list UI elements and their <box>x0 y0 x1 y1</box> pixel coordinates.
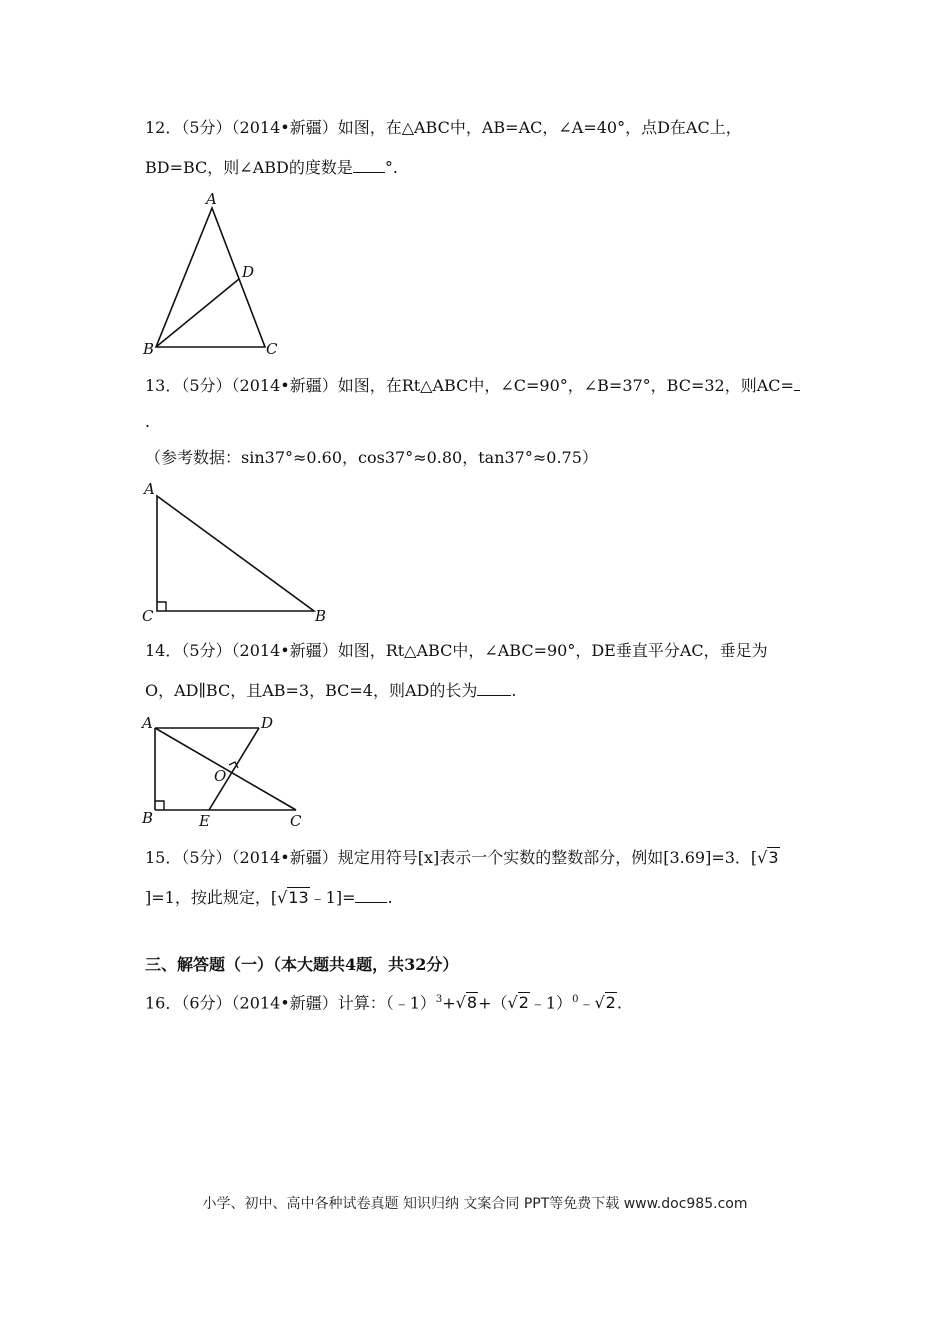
q13-label-b: B <box>315 607 327 625</box>
q16-plus-2: +（ <box>478 993 508 1013</box>
q14-line2-end: . <box>511 681 517 700</box>
q15-answer-blank <box>355 886 387 903</box>
q16-exponent-0: 0 <box>572 994 579 1005</box>
q13-label-c: C <box>142 607 154 625</box>
q14-label-o: O <box>214 767 227 785</box>
q12-line2 <box>145 156 398 178</box>
q14-line1: 14．（5分）（2014•新疆）如图，Rt△ABC中，∠ABC=90°，DE垂直平分AC，垂足为 <box>145 641 768 660</box>
q13-figure <box>138 478 338 632</box>
q16-sqrt-8: √8 <box>455 993 478 1013</box>
q14-line2-text: O，AD∥BC，且AB=3，BC=4，则AD的长为 <box>145 681 478 700</box>
q16-end: . <box>616 993 622 1013</box>
q15-line1-text: 15．（5分）（2014•新疆）规定用符号[x]表示一个实数的整数部分，例如[3.69]=3．[ <box>145 848 758 867</box>
q15-sqrt-3: √3 <box>757 848 779 867</box>
q13-right-angle-mark <box>157 602 166 611</box>
q14-label-c: C <box>290 812 302 830</box>
q13-label-a: A <box>144 480 155 498</box>
q12-line1: 12．（5分）（2014•新疆）如图，在△ABC中，AB=AC，∠A=40°，点D在AC上， <box>145 118 742 137</box>
q12-label-c: C <box>266 340 278 358</box>
q14-right-angle-o <box>229 762 238 768</box>
q15-line2-text: ]=1，按此规定，[ <box>145 888 278 907</box>
q14-answer-blank <box>477 679 511 696</box>
q14-figure <box>138 710 313 834</box>
q14-right-angle-b <box>155 801 164 810</box>
q16-minus-1: ﹣1） <box>529 993 573 1013</box>
q13-reference-data: （参考数据：sin37°≈0.60，cos37°≈0.80，tan37°≈0.75） <box>145 448 598 467</box>
q15-sqrt-13: √13 <box>277 888 309 907</box>
q12-line2-end: °. <box>384 158 398 177</box>
q12-answer-blank <box>353 156 385 173</box>
q13-line1-text: 13．（5分）（2014•新疆）如图，在Rt△ABC中，∠C=90°，∠B=37°，BC=32，则AC= <box>145 376 794 395</box>
q16-minus-2: ﹣ <box>578 993 595 1013</box>
q16-sqrt-2b: √2 <box>594 993 616 1013</box>
q16-line <box>145 990 622 1013</box>
q14-label-b: B <box>142 809 154 827</box>
q16-exponent-3: 3 <box>435 994 443 1005</box>
q15-line2 <box>145 886 393 908</box>
q12-line2-text: BD=BC，则∠ABD的度数是 <box>145 158 353 177</box>
q16-plus-1: + <box>442 993 456 1013</box>
q13-line2: . <box>145 412 151 431</box>
section-3-title: 三、解答题（一）（本大题共4题，共32分） <box>145 955 459 974</box>
q12-label-d: D <box>242 263 255 281</box>
q12-segment-bd <box>156 279 239 347</box>
q14-label-e: E <box>199 812 210 830</box>
q13-triangle-abc <box>157 496 314 611</box>
q12-label-a: A <box>206 190 217 208</box>
q12-label-b: B <box>143 340 155 358</box>
q13-line1 <box>145 374 800 396</box>
q15-line2-end: . <box>387 888 393 907</box>
q14-label-d: D <box>261 714 274 732</box>
page-footer: 小学、初中、高中各种试卷真题 知识归纳 文案合同 PPT等免费下载 www.doc985.com <box>202 1196 748 1212</box>
q13-answer-blank <box>794 374 800 391</box>
q14-line2 <box>145 679 516 701</box>
q15-line1 <box>145 848 780 868</box>
q15-line2-mid: ﹣1]= <box>309 888 356 907</box>
q16-text: 16．（6分）（2014•新疆）计算：（﹣1） <box>145 993 436 1013</box>
q14-label-a: A <box>142 714 153 732</box>
q12-figure <box>138 190 288 369</box>
q16-sqrt-2a: √2 <box>507 993 529 1013</box>
